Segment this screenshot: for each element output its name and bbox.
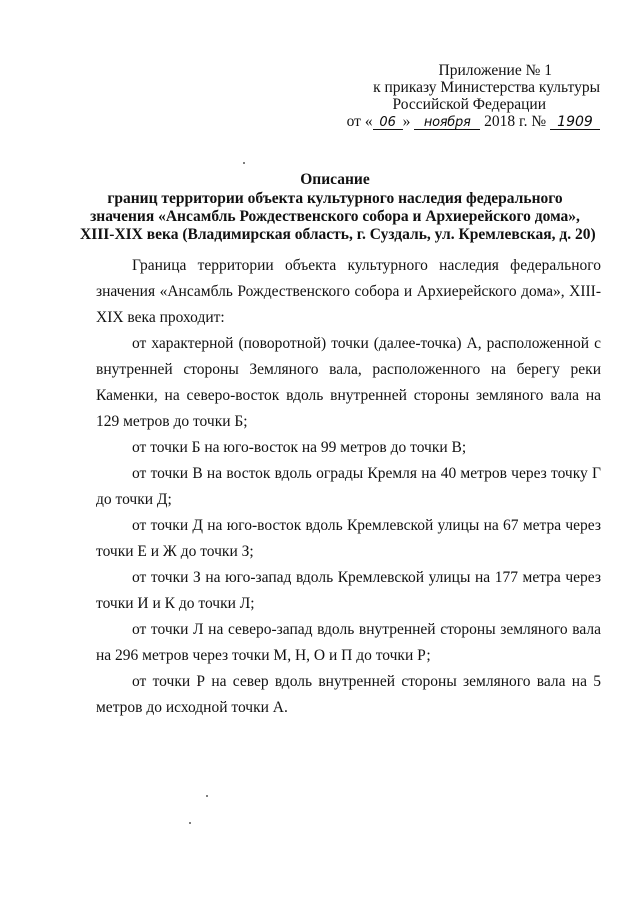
paragraph-segment-r-a: от точки Р на север вдоль внутренней стороны земляного вала на 5 метров до исходной точки А. bbox=[96, 673, 601, 716]
scan-speck bbox=[243, 162, 245, 164]
appendix-order-ref: к приказу Министерства культуры bbox=[373, 79, 600, 96]
title-heading: Описание bbox=[300, 171, 370, 188]
document-title bbox=[80, 171, 596, 244]
paragraph-segment-z-l: от точки З на юго-запад вдоль Кремлевской улицы на 177 метра через точки И и К до точки Л; bbox=[96, 569, 601, 612]
title-line-2: значения «Ансамбль Рождественского собора и Архиерейского дома», bbox=[90, 208, 580, 225]
title-line-3: XIII-XIX века (Владимирская область, г. Суздаль, ул. Кремлевская, д. 20) bbox=[80, 226, 596, 243]
scan-speck bbox=[189, 822, 191, 824]
handwritten-order-number: 1909 bbox=[550, 116, 600, 130]
date-prefix: от « bbox=[346, 113, 373, 130]
paragraph-segment-a-b: от характерной (поворотной) точки (далее-точка) А, расположенной с внутренней стороны Земляного вала, расположенного на берегу реки Каменки, на северо-восток вдоль внутренней стороны земляного вала на 129 метров до точки Б; bbox=[96, 335, 601, 430]
date-year: 2018 г. № bbox=[484, 113, 547, 130]
paragraph-segment-d-z: от точки Д на юго-восток вдоль Кремлевской улицы на 67 метра через точки Е и Ж до точки З; bbox=[96, 517, 601, 560]
appendix-date-line bbox=[300, 113, 600, 130]
appendix-header bbox=[300, 62, 600, 130]
handwritten-month: ноября bbox=[414, 116, 480, 130]
paragraph-segment-l-r: от точки Л на северо-запад вдоль внутренней стороны земляного вала на 296 метров через точки М, Н, О и П до точки Р; bbox=[96, 621, 601, 664]
paragraph-segment-b-v: от точки Б на юго-восток на 99 метров до точки В; bbox=[132, 439, 467, 456]
scan-speck bbox=[206, 795, 208, 797]
paragraph-segment-v-d: от точки В на восток вдоль ограды Кремля на 40 метров через точку Г до точки Д; bbox=[96, 465, 601, 508]
appendix-ministry: Российской Федерации bbox=[392, 96, 546, 113]
appendix-number: Приложение № 1 bbox=[438, 62, 552, 79]
title-line-1: границ территории объекта культурного наследия федерального bbox=[107, 190, 563, 207]
paragraph-intro: Граница территории объекта культурного наследия федерального значения «Ансамбль Рождественского собора и Архиерейского дома», XIII-XIX века проходит: bbox=[96, 257, 601, 326]
document-body bbox=[96, 253, 601, 721]
date-mid: » bbox=[402, 113, 411, 130]
handwritten-day: 06 bbox=[373, 116, 403, 130]
